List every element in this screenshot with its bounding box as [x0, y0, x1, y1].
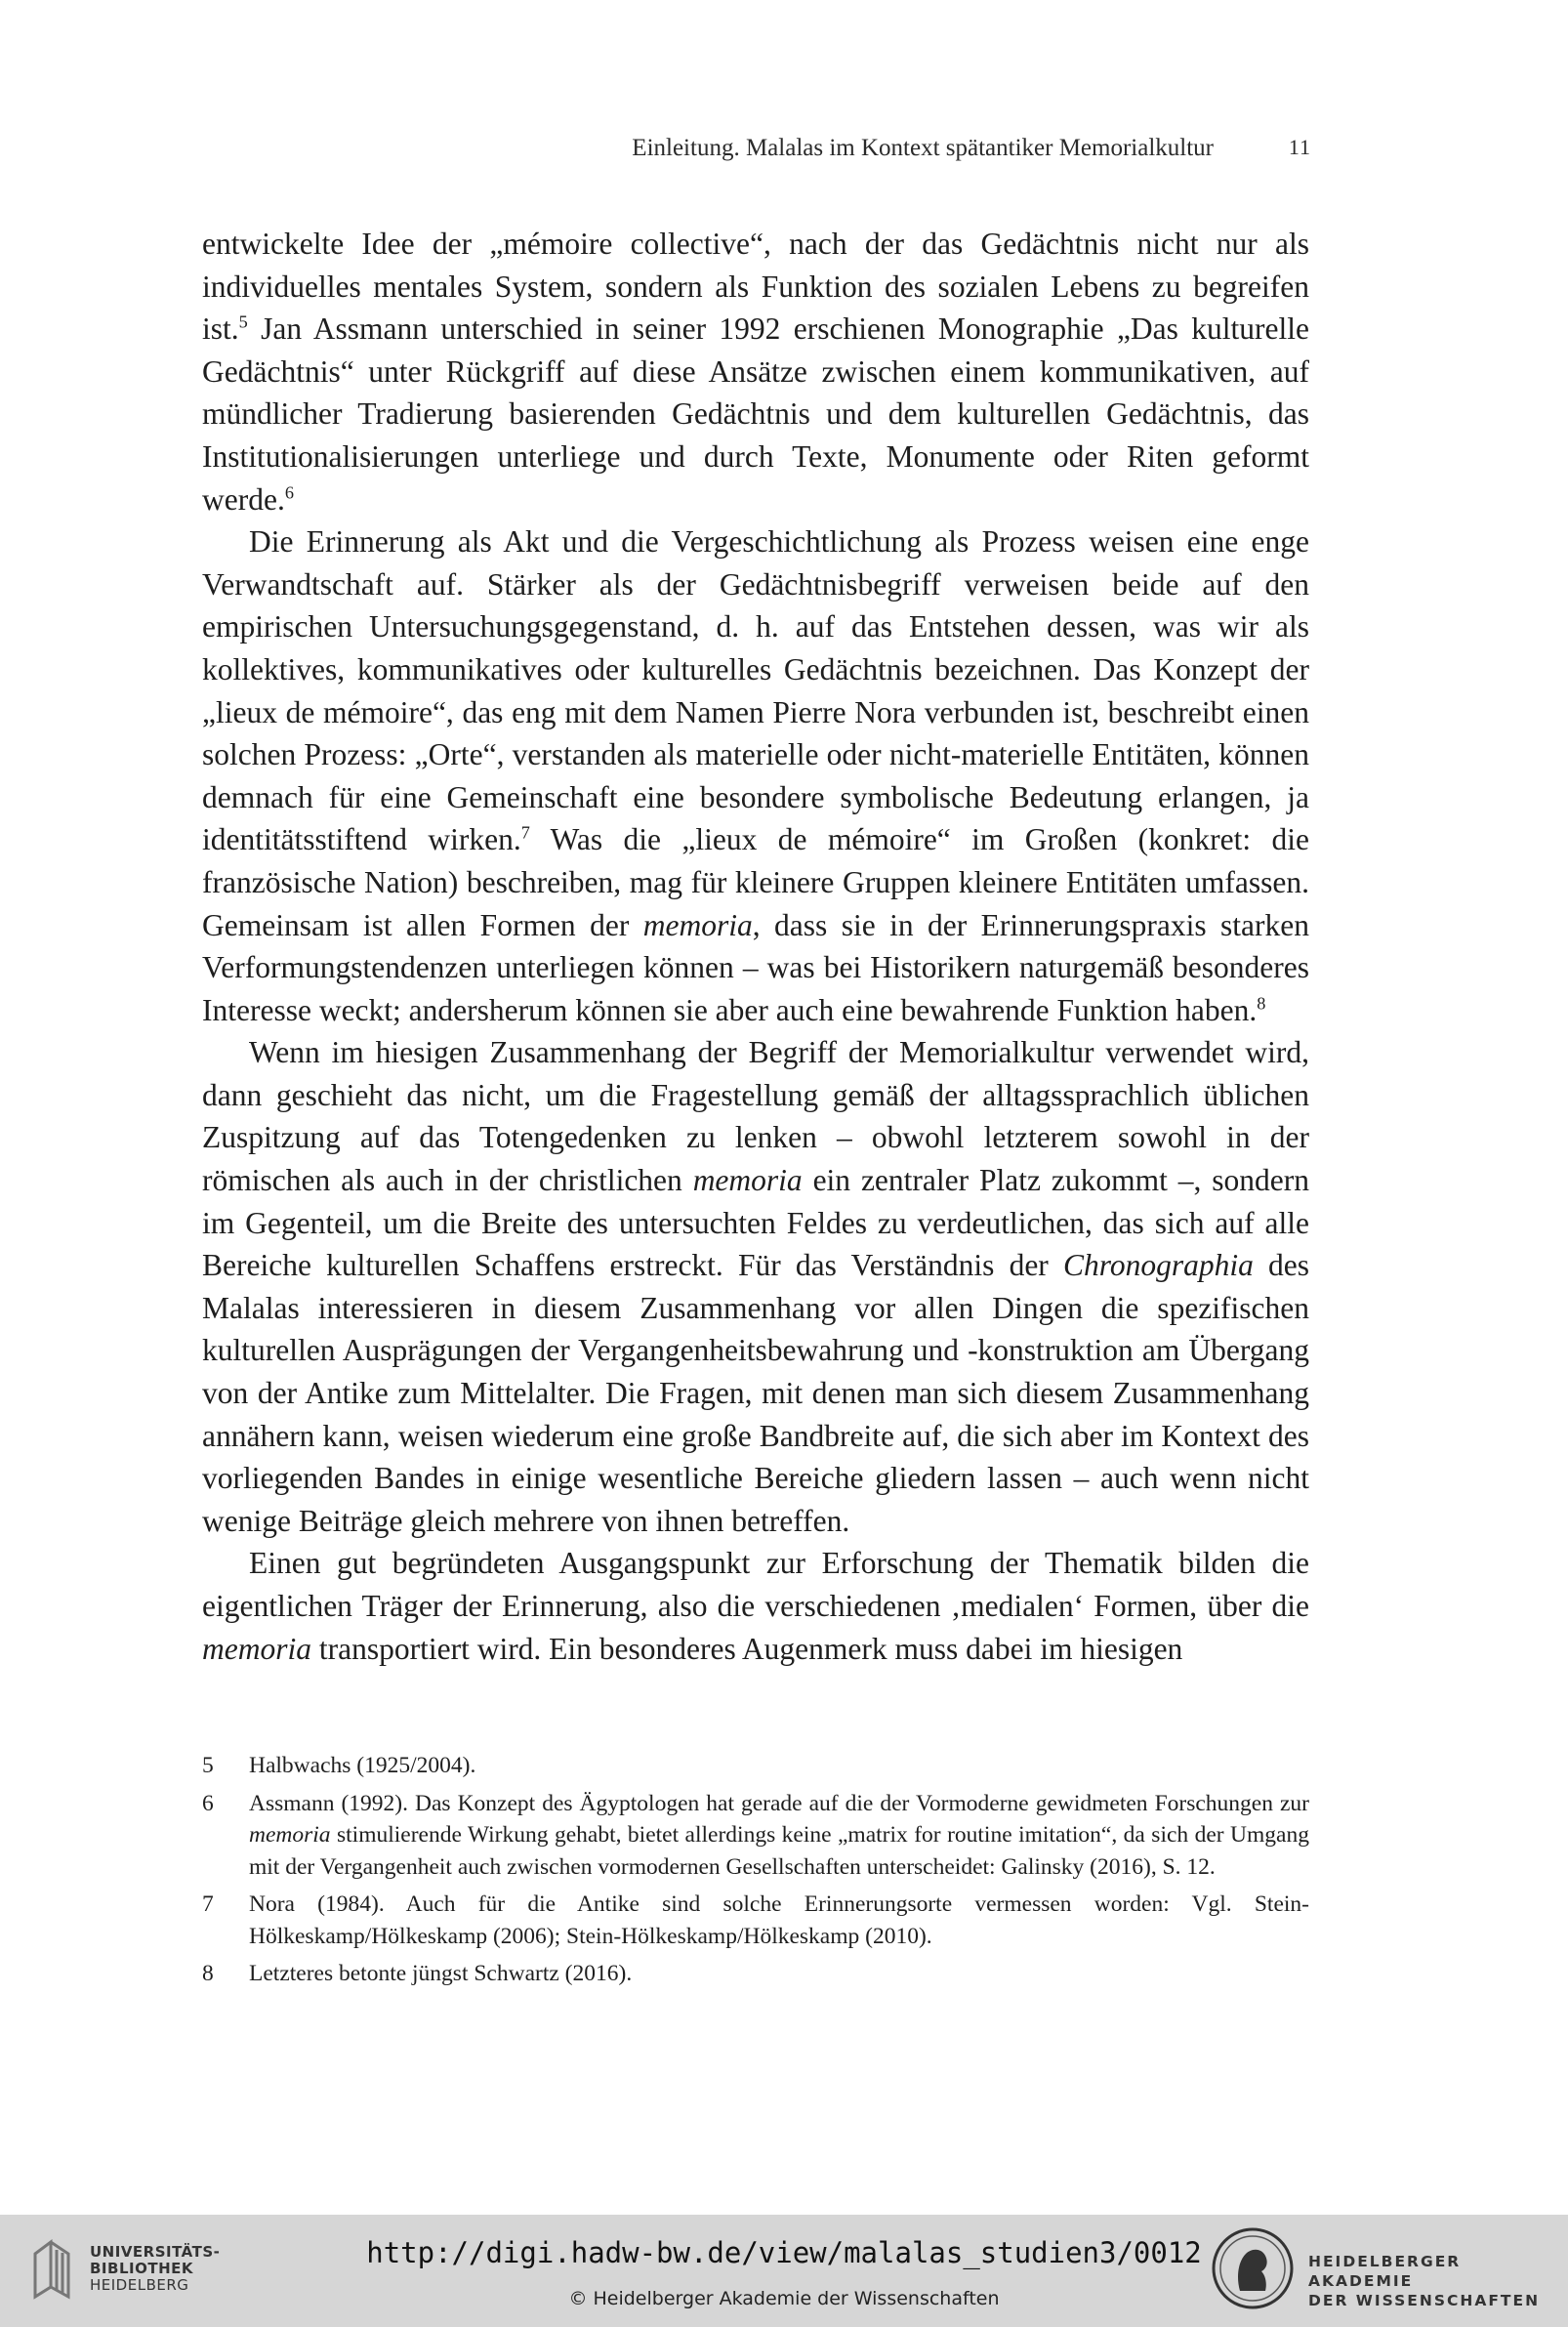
footnote-text — [249, 1889, 1309, 1952]
page-number: 11 — [1288, 135, 1311, 159]
text-run: Einen gut begründeten Ausgangspunkt zur Erforschung der Thematik bilden die eigentlichen Träger der Erinnerung, also die verschiedenen ‚medialen‘ Formen, über die — [202, 1546, 1309, 1623]
paragraph — [202, 1031, 1309, 1542]
footnote-ref: 5 — [238, 312, 248, 332]
footnote-text — [249, 1958, 1309, 1990]
text-run: des Malalas interessieren in diesem Zusammenhang vor allen Dingen die spezifischen kulturellen Ausprägungen der Vergangenheitsbewahrung und -konstruktion am Übergang von der Antike zum Mittelalter. Die Fragen, mit denen man sich diesem Zusammenhang annähern kann, weisen wiederum eine große Bandbreite auf, die sich aber im Kontext des vorliegenden Bandes in einige wesentliche Bereiche gliedern lassen – auch wenn nicht wenige Beiträge gleich mehrere von ihnen betreffen. — [202, 1248, 1309, 1538]
text-run: entwickelte Idee der „mémoire collective“, nach der das Gedächtnis nicht nur als individuelles mentales System, sondern als Funktion des sozialen Lebens zu begreifen ist. — [202, 227, 1309, 347]
text-run: Jan Assmann unterschied in seiner 1992 erschienen Monographie „Das kulturelle Gedächtnis“ unter Rückgriff auf diese Ansätze zwischen einem kommunikativen, auf mündlicher Tradierung basierenden Gedächtnis und dem kulturellen Gedächtnis, das Institutionalisierungen unterliege und durch Texte, Monumente oder Riten geformt werde. — [202, 312, 1309, 517]
footnote-number: 5 — [202, 1753, 214, 1778]
footnote-ref: 8 — [1257, 993, 1266, 1014]
footnote-text — [249, 1750, 1309, 1782]
paragraph — [202, 1542, 1309, 1670]
copyright-notice: © Heidelberger Akademie der Wissenschaften — [568, 2288, 1000, 2309]
footnote-ref: 6 — [284, 482, 294, 503]
text-run: Was die „lieux de mémoire“ im Großen (konkret: die französische Nation) beschreiben, mag für kleinere Gruppen kleinere Entitäten umfassen. Gemeinsam ist allen Formen der — [202, 822, 1309, 942]
footnote — [202, 1889, 1309, 1952]
text-run: Wenn im hiesigen Zusammenhang der Begriff der Memorialkultur verwendet wird, dann geschieht das nicht, um die Fragestellung gemäß der alltagssprachlich üblichen Zuspitzung auf das Totengedenken zu lenken – obwohl letzterem sowohl in der römischen als auch in der christlichen — [202, 1035, 1309, 1198]
text-run: ein zentraler Platz zukommt –, sondern im Gegenteil, um die Breite des untersuchten Feldes zu verdeutlichen, das sich auf alle Bereiche kulturellen Schaffens erstreckt. Für das Verständnis der — [202, 1163, 1309, 1283]
text-run: Halbwachs (1925/2004). — [249, 1753, 476, 1778]
footnote-number: 7 — [202, 1891, 214, 1917]
academy-seal-icon — [1211, 2226, 1295, 2310]
footnotes — [202, 1750, 1309, 1996]
italic-term: memoria — [692, 1163, 803, 1198]
document-url[interactable]: http://digi.hadw-bw.de/view/malalas_studien3/0012 — [366, 2236, 1202, 2269]
text-run: transportiert wird. Ein besonderes Augenmerk muss dabei im hiesigen — [311, 1631, 1183, 1666]
footnote-text — [249, 1788, 1309, 1884]
footnote-ref: 7 — [520, 823, 530, 843]
text-run: Die Erinnerung als Akt und die Vergeschichtlichung als Prozess weisen eine enge Verwandtschaft auf. Stärker als der Gedächtnisbegriff verweisen beide auf den empirischen Untersuchungsgegenstand, d. h. auf das Entstehen dessen, was wir als kollektives, kommunikatives oder kulturelles Gedächtnis bezeichnen. Das Konzept der „lieux de mémoire“, das eng mit dem Namen Pierre Nora verbunden ist, beschreibt einen solchen Prozess: „Orte“, verstanden als materielle oder nicht-materielle Entitäten, können demnach für eine Gemeinschaft eine besondere symbolische Bedeutung erlangen, ja identitätsstiftend wirken. — [202, 524, 1309, 857]
paragraph — [202, 520, 1309, 1031]
footnote — [202, 1958, 1309, 1990]
footer-bar — [0, 2215, 1568, 2327]
text-run: stimulierende Wirkung gehabt, bietet allerdings keine „matrix for routine imitation“, da sich der Umgang mit der Vergangenheit auch zwischen vormodernen Gesellschaften unterscheidet: Galinsky (2016), S. 12. — [249, 1822, 1309, 1880]
text-run: Letzteres betonte jüngst Schwartz (2016). — [249, 1961, 633, 1986]
body-text — [202, 223, 1309, 1670]
paragraph — [202, 223, 1309, 520]
text-run: Assmann (1992). Das Konzept des Ägyptologen hat gerade auf die der Vormoderne gewidmeten Forschungen zur — [249, 1790, 1309, 1816]
text-run: Nora (1984). Auch für die Antike sind solche Erinnerungsorte vermessen worden: Vgl. Stein-Hölkeskamp/Hölkeskamp (2006); Stein-Hölkeskamp/Hölkeskamp (2010). — [249, 1891, 1309, 1949]
academy-name: HEIDELBERGER AKADEMIE DER WISSENSCHAFTEN — [1308, 2253, 1541, 2309]
italic-term: memoria — [642, 907, 753, 942]
footnote — [202, 1788, 1309, 1884]
italic-term: Chronographia — [1062, 1248, 1254, 1283]
italic-term: memoria — [249, 1822, 331, 1848]
footnote-number: 6 — [202, 1790, 214, 1816]
italic-term: memoria — [202, 1631, 311, 1666]
footnote-number: 8 — [202, 1961, 214, 1986]
running-head-title: Einleitung. Malalas im Kontext spätantiker Memorialkultur — [632, 135, 1214, 161]
footnote — [202, 1750, 1309, 1782]
text-run: , dass sie in der Erinnerungspraxis starken Verformungstendenzen unterliegen können – was bei Historikern naturgemäß besonderes Interesse weckt; andersherum können sie aber auch eine bewahrende Funktion haben. — [202, 907, 1309, 1027]
library-name: UNIVERSITÄTS- BIBLIOTHEK HEIDELBERG — [90, 2243, 221, 2294]
